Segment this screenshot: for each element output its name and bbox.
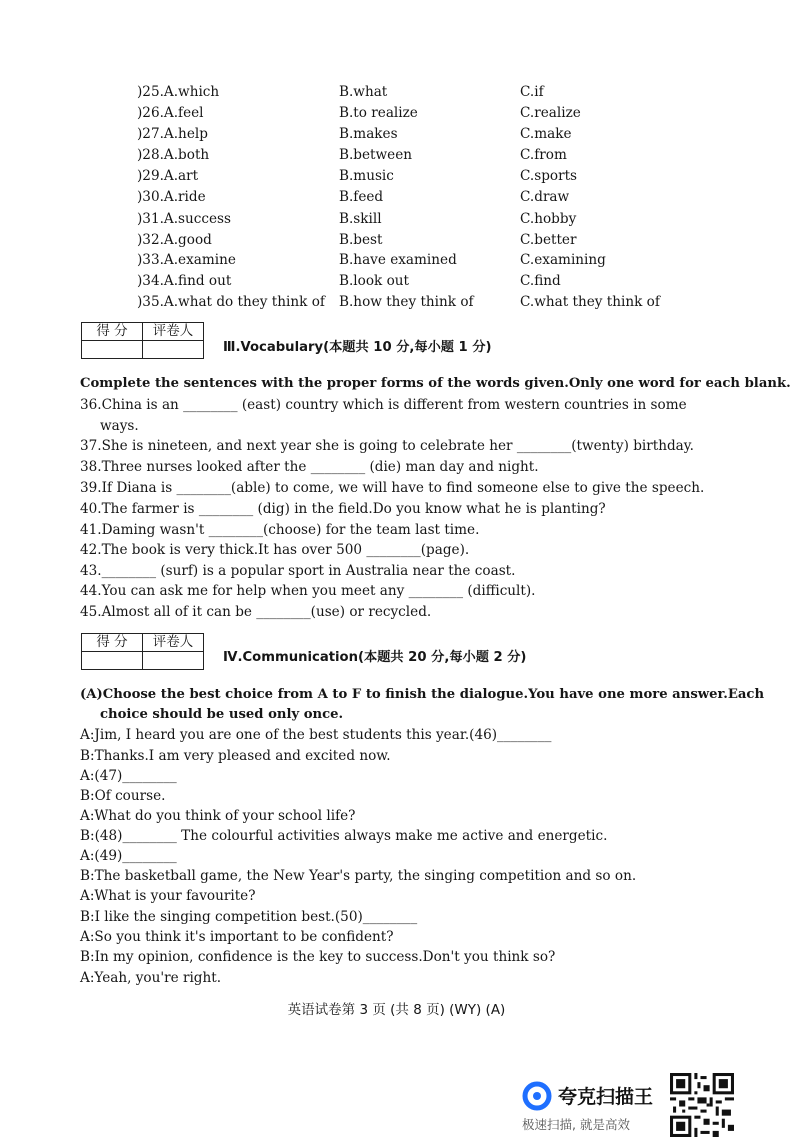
vocab-item: 45.Almost all of it can be ________(use) or recycled. — [80, 604, 432, 620]
option-b: B.makes — [339, 126, 398, 142]
vocab-item: 40.The farmer is ________ (dig) in the field.Do you know what he is planting? — [80, 501, 606, 517]
scanner-brand: 夸克扫描王 — [558, 1086, 654, 1108]
vocab-item: 41.Daming wasn't ________(choose) for the team last time. — [80, 522, 480, 538]
grader-cell — [143, 652, 204, 670]
dialogue-line: A:(49)________ — [80, 848, 177, 864]
option-c: C.draw — [520, 189, 570, 205]
score-cell — [82, 652, 143, 670]
option-row — [0, 168, 793, 188]
vocab-item-continuation: ways. — [100, 418, 139, 434]
option-row — [0, 211, 793, 231]
grader-label: 评卷人 — [143, 323, 204, 341]
option-a: )35.A.what do they think of — [137, 294, 325, 310]
dialogue-line: B:I like the singing competition best.(50)________ — [80, 909, 418, 925]
option-c: C.what they think of — [520, 294, 660, 310]
option-b: B.have examined — [339, 252, 457, 268]
option-b: B.look out — [339, 273, 409, 289]
score-label: 得 分 — [82, 323, 143, 341]
page-footer: 英语试卷第 3 页 (共 8 页) (WY) (A) — [287, 1002, 506, 1018]
option-c: C.realize — [520, 105, 581, 121]
dialogue-line: A:(47)________ — [80, 768, 177, 784]
section4-title: Ⅳ.Communication(本题共 20 分,每小题 2 分) — [223, 650, 527, 665]
option-a: )30.A.ride — [137, 189, 206, 205]
vocab-item: 37.She is nineteen, and next year she is going to celebrate her ________(twenty) birthday. — [80, 438, 694, 454]
option-a: )26.A.feel — [137, 105, 204, 121]
section3-title: Ⅲ.Vocabulary(本题共 10 分,每小题 1 分) — [223, 340, 492, 355]
section3-instruction: Complete the sentences with the proper forms of the words given.Only one word for each blank. — [80, 376, 791, 391]
option-a: )25.A.which — [137, 84, 220, 100]
scanner-slogan: 极速扫描, 就是高效 — [522, 1117, 630, 1132]
dialogue-line: A:Yeah, you're right. — [80, 970, 222, 986]
option-b: B.feed — [339, 189, 384, 205]
dialogue-line: B:(48)________ The colourful activities always make me active and energetic. — [80, 828, 608, 844]
grader-label: 评卷人 — [143, 634, 204, 652]
option-c: C.examining — [520, 252, 606, 268]
option-a: )28.A.both — [137, 147, 210, 163]
option-b: B.music — [339, 168, 394, 184]
option-c: C.sports — [520, 168, 578, 184]
option-a: )27.A.help — [137, 126, 208, 142]
option-b: B.skill — [339, 211, 382, 227]
dialogue-line: B:Thanks.I am very pleased and excited now. — [80, 748, 391, 764]
option-c: C.make — [520, 126, 572, 142]
dialogue-line: A:So you think it's important to be confident? — [80, 929, 394, 945]
option-a: )33.A.examine — [137, 252, 236, 268]
qr-code-icon — [669, 1073, 735, 1137]
score-label: 得 分 — [82, 634, 143, 652]
score-cell — [82, 341, 143, 359]
option-b: B.what — [339, 84, 388, 100]
option-b: B.to realize — [339, 105, 418, 121]
option-row — [0, 273, 793, 293]
dialogue-line: A:Jim, I heard you are one of the best students this year.(46)________ — [80, 727, 552, 743]
dialogue-line: B:Of course. — [80, 788, 166, 804]
option-b: B.how they think of — [339, 294, 474, 310]
vocab-item: 36.China is an ________ (east) country which is different from western countries in some — [80, 397, 687, 413]
grader-cell — [143, 341, 204, 359]
dialogue-line: A:What do you think of your school life? — [80, 808, 356, 824]
dialogue-line: B:The basketball game, the New Year's party, the singing competition and so on. — [80, 868, 637, 884]
vocab-item: 39.If Diana is ________(able) to come, we will have to find someone else to give the speech. — [80, 480, 705, 496]
option-c: C.find — [520, 273, 561, 289]
score-box-section4 — [81, 633, 204, 670]
option-row — [0, 252, 793, 272]
section4-instruction-line2: choice should be used only once. — [100, 707, 344, 722]
scanner-logo-icon — [522, 1081, 552, 1111]
option-c: C.if — [520, 84, 544, 100]
option-a: )32.A.good — [137, 232, 212, 248]
option-a: )31.A.success — [137, 211, 232, 227]
option-a: )34.A.find out — [137, 273, 232, 289]
option-b: B.best — [339, 232, 383, 248]
dialogue-line: A:What is your favourite? — [80, 888, 256, 904]
vocab-item: 42.The book is very thick.It has over 500 ________(page). — [80, 542, 470, 558]
option-row — [0, 126, 793, 146]
vocab-item: 38.Three nurses looked after the ________ (die) man day and night. — [80, 459, 539, 475]
option-row — [0, 84, 793, 104]
vocab-item: 43.________ (surf) is a popular sport in Australia near the coast. — [80, 563, 516, 579]
option-c: C.better — [520, 232, 577, 248]
section4-instruction-line1: (A)Choose the best choice from A to F to finish the dialogue.You have one more answer.Each — [80, 687, 765, 702]
option-a: )29.A.art — [137, 168, 199, 184]
vocab-item: 44.You can ask me for help when you meet any ________ (difficult). — [80, 583, 536, 599]
option-row — [0, 232, 793, 252]
scanner-watermark — [520, 1079, 670, 1135]
score-box-section3 — [81, 322, 204, 359]
option-row — [0, 147, 793, 167]
option-row — [0, 105, 793, 125]
option-row — [0, 189, 793, 209]
option-c: C.from — [520, 147, 567, 163]
option-b: B.between — [339, 147, 413, 163]
dialogue-line: B:In my opinion, confidence is the key to success.Don't you think so? — [80, 949, 556, 965]
option-c: C.hobby — [520, 211, 577, 227]
option-row — [0, 294, 793, 314]
